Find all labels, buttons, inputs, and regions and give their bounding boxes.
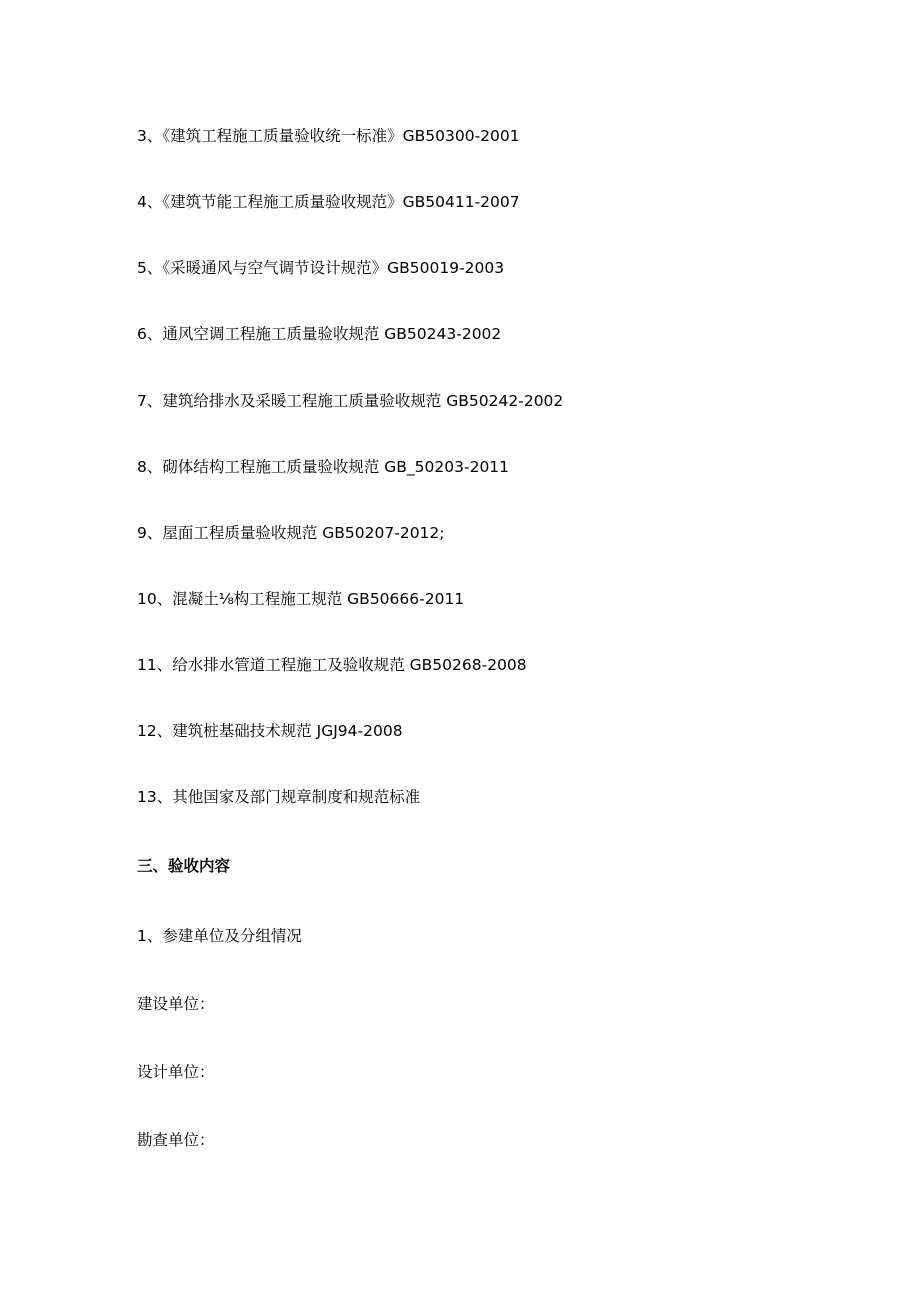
construction-unit-field: 建设单位：: [137, 995, 215, 1013]
standard-item-8: 8、砌体结构工程施工质量验收规范 GB_50203-2011: [137, 458, 510, 476]
standard-item-13: 13、其他国家及部门规章制度和规范标准: [137, 788, 421, 806]
design-unit-field: 设计单位：: [137, 1063, 215, 1081]
standard-item-7: 7、建筑给排水及采暖工程施工质量验收规范 GB50242-2002: [137, 392, 564, 410]
standard-item-3: 3、《建筑工程施工质量验收统一标准》GB50300-2001: [137, 127, 520, 145]
standard-item-9: 9、屋面工程质量验收规范 GB50207-2012;: [137, 524, 445, 542]
section-heading: 三、验收内容: [137, 857, 231, 875]
standard-item-4: 4、《建筑节能工程施工质量验收规范》GB50411-2007: [137, 193, 520, 211]
standard-item-12: 12、建筑桩基础技术规范 JGJ94-2008: [137, 722, 403, 740]
standard-item-10: 10、混凝土⅛构工程施工规范 GB50666-2011: [137, 590, 465, 608]
survey-unit-field: 勘查单位：: [137, 1131, 215, 1149]
standard-item-6: 6、通风空调工程施工质量验收规范 GB50243-2002: [137, 325, 502, 343]
subsection-title: 1、参建单位及分组情况: [137, 927, 302, 945]
standard-item-11: 11、给水排水管道工程施工及验收规范 GB50268-2008: [137, 656, 527, 674]
standard-item-5: 5、《采暖通风与空气调节设计规范》GB50019-2003: [137, 259, 505, 277]
